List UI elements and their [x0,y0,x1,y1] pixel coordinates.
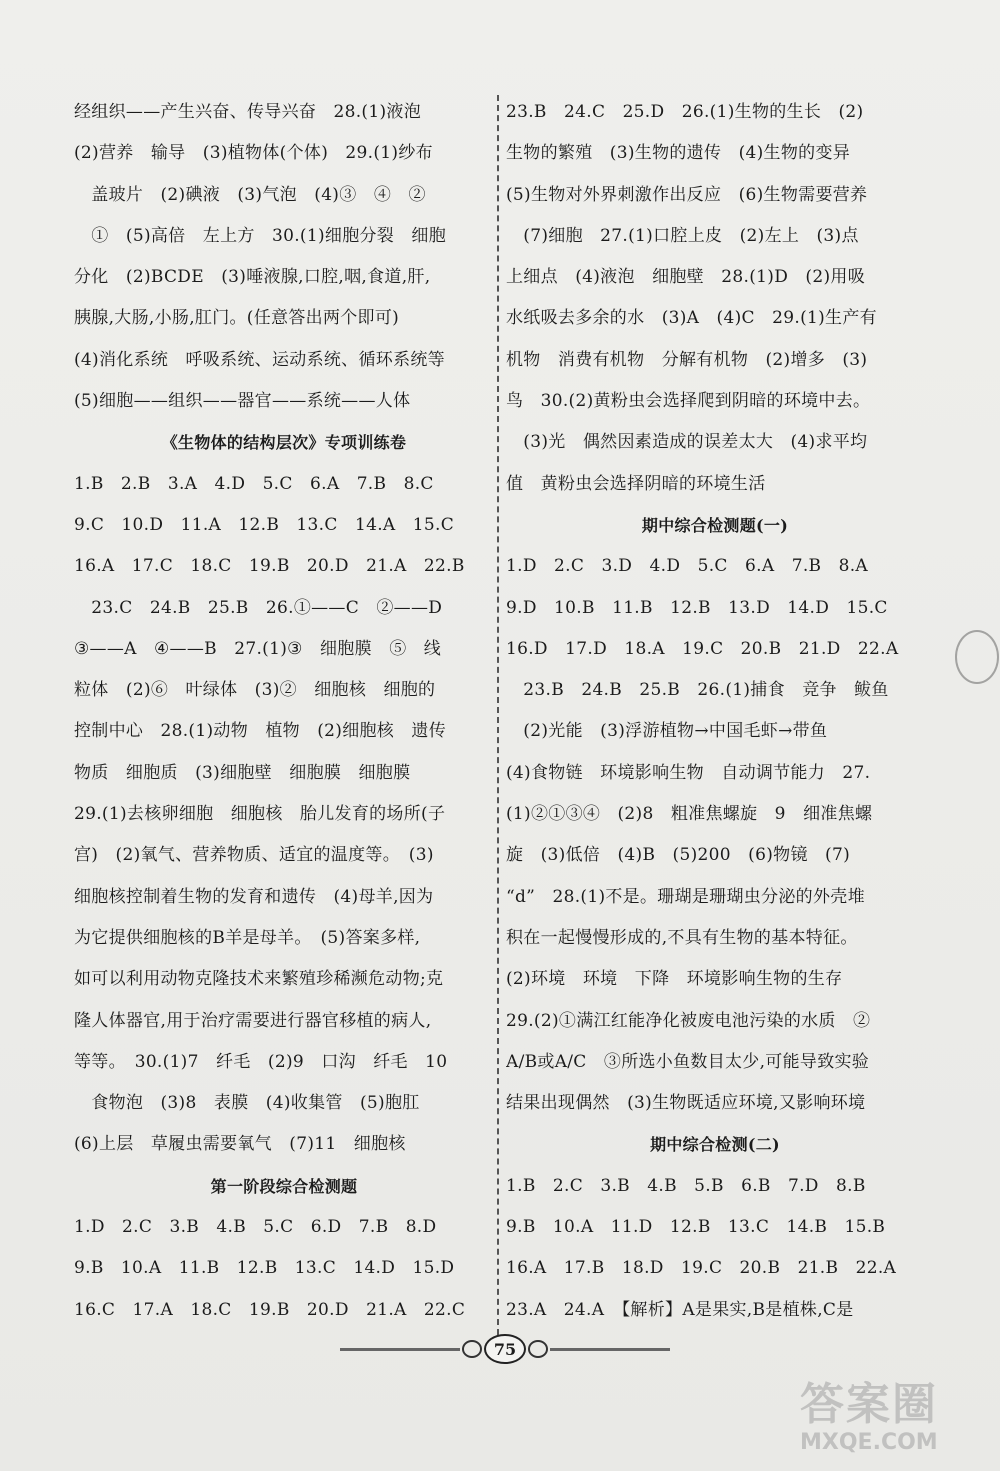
right-line: 值 黄粉虫会选择阴暗的环境生活 [506,473,766,494]
left-line: 胰腺,大肠,小肠,肛门。(任意答出两个即可) [74,308,400,329]
right-line: 23.B 24.C 25.D 26.(1)生物的生长 (2) [506,102,864,122]
watermark-logo-text: 答案圈 [800,1379,938,1430]
left-line: (6)上层 草履虫需要氧气 (7)11 细胞核 [74,1134,406,1155]
right-line: 9.B 10.A 11.D 12.B 13.C 14.B 15.B [506,1217,886,1238]
left-line: 细胞核控制着生物的发育和遗传 (4)母羊,因为 [74,886,434,907]
right-line: (5)生物对外界刺激作出反应 (6)生物需要营养 [506,184,868,205]
right-line: 结果出现偶然 (3)生物既适应环境,又影响环境 [506,1093,866,1114]
left-line: 9.C 10.D 11.A 12.B 13.C 14.A 15.C [74,514,455,535]
left-line: 16.C 17.A 18.C 19.B 20.D 21.A 22.C [74,1299,466,1320]
left-line: 为它提供细胞核的B羊是母羊。 (5)答案多样, [74,927,421,948]
margin-stamp [955,630,999,684]
right-line: 水纸吸去多余的水 (3)A (4)C 29.(1)生产有 [506,308,877,329]
right-line: 鸟 30.(2)黄粉虫会选择爬到阴暗的环境中去。 [506,391,871,412]
left-line: (5)细胞——组织——器官——系统——人体 [74,391,411,412]
left-line: 29.(1)去核卵细胞 细胞核 胎儿发育的场所(子 [74,804,446,825]
right-line: (2)环境 环境 下降 环境影响生物的生存 [506,969,843,990]
left-line: ① (5)高倍 左上方 30.(1)细胞分裂 细胞 [74,225,446,246]
left-line: 23.C 24.B 25.B 26.①——C ②——D [74,597,443,618]
right-line: 旋 (3)低倍 (4)B (5)200 (6)物镜 (7) [506,845,851,866]
right-line: 29.(2)①满江红能净化被废电池污染的水质 ② [506,1010,871,1031]
left-line: 16.A 17.C 18.C 19.B 20.D 21.A 22.B [74,556,465,577]
left-line: 等等。 30.(1)7 纤毛 (2)9 口沟 纤毛 10 [74,1051,448,1072]
left-line: 粒体 (2)⑥ 叶绿体 (3)② 细胞核 细胞的 [74,680,436,701]
right-line: 机物 消费有机物 分解有机物 (2)增多 (3) [506,349,868,370]
left-line: 盖玻片 (2)碘液 (3)气泡 (4)③ ④ ② [74,184,426,205]
swirl-icon [462,1340,482,1358]
left-column [74,92,494,1331]
left-line: 1.D 2.C 3.B 4.B 5.C 6.D 7.B 8.D [74,1217,437,1238]
page-footer [340,1334,670,1364]
right-line: 16.A 17.B 18.D 19.C 20.B 21.B 22.A [506,1258,897,1279]
right-line: 1.B 2.C 3.B 4.B 5.B 6.B 7.D 8.B [506,1175,866,1196]
left-line: 物质 细胞质 (3)细胞壁 细胞膜 细胞膜 [74,762,411,783]
right-line: 9.D 10.B 11.B 12.B 13.D 14.D 15.C [506,597,888,618]
footer-rule-right [550,1348,670,1351]
left-line: ③——A ④——B 27.(1)③ 细胞膜 ⑤ 线 [74,638,442,659]
swirl-icon [528,1340,548,1358]
right-line: (7)细胞 27.(1)口腔上皮 (2)左上 (3)点 [506,225,859,246]
left-line: 1.B 2.B 3.A 4.D 5.C 6.A 7.B 8.C [74,473,434,494]
right-line: 积在一起慢慢形成的,不具有生物的基本特征。 [506,927,858,948]
section-heading: 期中综合检测(二) [650,1135,780,1155]
left-line: 宫) (2)氧气、营养物质、适宜的温度等。 (3) [74,845,434,866]
section-heading: 期中综合检测题(一) [641,515,789,535]
page-number: 75 [484,1334,526,1364]
left-line: 如可以利用动物克隆技术来繁殖珍稀濒危动物;克 [74,969,444,990]
right-line: (4)食物链 环境影响生物 自动调节能力 27. [506,762,871,783]
left-line: 食物泡 (3)8 表膜 (4)收集管 (5)胞肛 [74,1093,420,1114]
right-line: 23.B 24.B 25.B 26.(1)捕食 竞争 鲅鱼 [506,680,889,701]
footer-rule-left [340,1348,460,1351]
left-line: 隆人体器官,用于治疗需要进行器官移植的病人, [74,1010,432,1031]
left-line: (2)营养 输导 (3)植物体(个体) 29.(1)纱布 [74,143,433,164]
column-divider [497,95,499,1335]
right-line: “d” 28.(1)不是。珊瑚是珊瑚虫分泌的外壳堆 [506,886,865,907]
right-line: 23.A 24.A 【解析】A是果实,B是植株,C是 [506,1299,854,1320]
right-line: A/B或A/C ③所选小鱼数目太少,可能导致实验 [506,1051,870,1072]
section-heading: 第一阶段综合检测题 [210,1176,358,1196]
right-line: (3)光 偶然因素造成的误差太大 (4)求平均 [506,432,868,453]
left-line: 经组织——产生兴奋、传导兴奋 28.(1)液泡 [74,102,422,122]
left-line: 9.B 10.A 11.B 12.B 13.C 14.D 15.D [74,1258,455,1279]
right-column [506,92,924,1331]
left-line: (4)消化系统 呼吸系统、运动系统、循环系统等 [74,349,445,370]
right-line: 生物的繁殖 (3)生物的遗传 (4)生物的变异 [506,143,851,164]
section-heading: 《生物体的结构层次》专项训练卷 [161,433,407,453]
right-line: (1)②①③④ (2)8 粗准焦螺旋 9 细准焦螺 [506,804,873,825]
right-line: 上细点 (4)液泡 细胞壁 28.(1)D (2)用吸 [506,267,866,288]
watermark-url: MXQE.COM [800,1430,938,1455]
left-line: 分化 (2)BCDE (3)唾液腺,口腔,咽,食道,肝, [74,267,431,288]
right-line: 1.D 2.C 3.D 4.D 5.C 6.A 7.B 8.A [506,556,869,577]
left-line: 控制中心 28.(1)动物 植物 (2)细胞核 遗传 [74,721,446,742]
right-line: 16.D 17.D 18.A 19.C 20.B 21.D 22.A [506,638,899,659]
page-number-ornament [460,1334,550,1364]
right-line: (2)光能 (3)浮游植物→中国毛虾→带鱼 [506,721,828,742]
watermark [800,1380,990,1465]
